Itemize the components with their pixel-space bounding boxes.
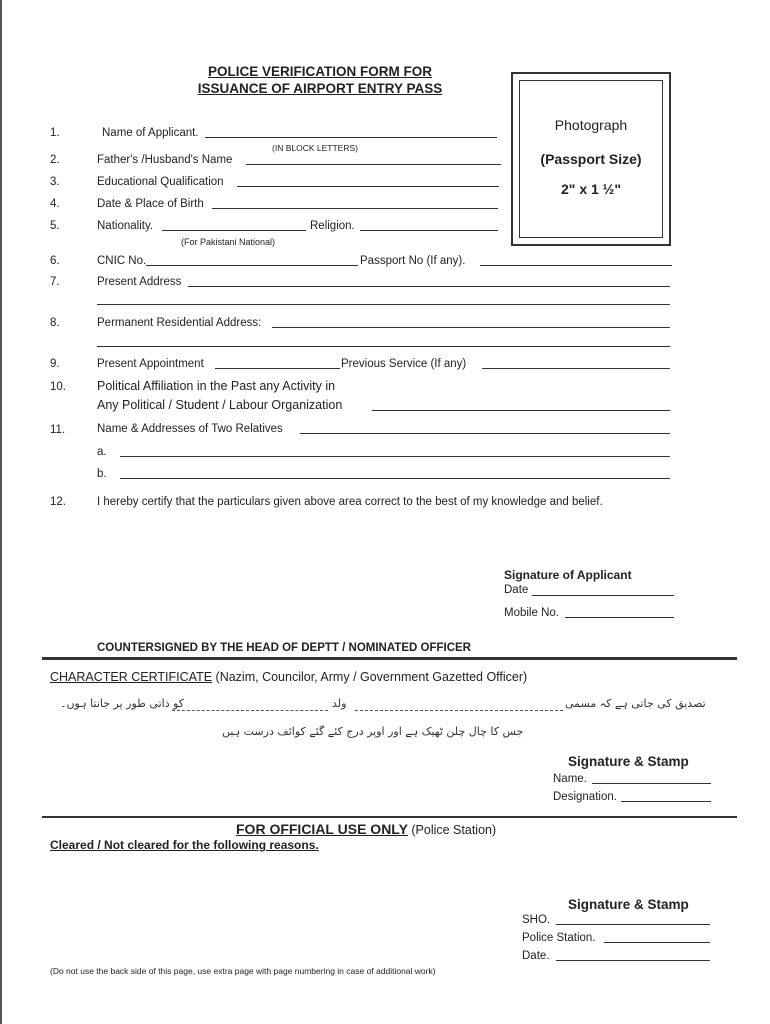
urdu-son-of-text: ولد (332, 697, 347, 710)
present-address-field-2[interactable] (97, 304, 670, 305)
form-title-line1: POLICE VERIFICATION FORM FOR (208, 64, 432, 79)
item-number-3: 3. (50, 176, 60, 188)
item-number-11: 11. (50, 424, 66, 436)
present-appointment-label: Present Appointment (97, 358, 204, 370)
cnic-label: CNIC No. (97, 255, 147, 267)
item-number-1: 1. (50, 127, 60, 139)
present-appointment-field[interactable] (215, 368, 340, 369)
form-title-line2: ISSUANCE OF AIRPORT ENTRY PASS (197, 81, 443, 96)
official-use-line (236, 821, 496, 839)
relatives-label: Name & Addresses of Two Relatives (97, 423, 283, 435)
page-edge (0, 0, 2, 1024)
official-use-sub: (Police Station) (407, 823, 497, 837)
relative-b-label: b. (97, 468, 107, 480)
permanent-address-field-1[interactable] (272, 327, 670, 328)
sho-label: SHO. (522, 914, 551, 926)
father-name-label: Father's /Husband's Name (97, 154, 233, 166)
character-certificate-heading: CHARACTER CERTIFICATE (50, 670, 213, 684)
character-name-label: Name. (553, 773, 587, 785)
urdu-character-good-text: جس کا چال چلن ٹھیک ہے اور اوپر درج کئے گئے کوائف درست ہیں (222, 725, 524, 738)
character-signature-title: Signature & Stamp (568, 754, 689, 769)
dob-label: Date & Place of Birth (97, 198, 204, 210)
urdu-certify-text: تصدیق کی جاتی ہے کہ مسمی (565, 697, 706, 710)
political-affiliation-label-2: Any Political / Student / Labour Organization (97, 398, 343, 412)
father-name-field[interactable] (246, 164, 501, 165)
item-number-2: 2. (50, 154, 60, 166)
education-label: Educational Qualification (97, 176, 224, 188)
character-signer-name-field[interactable] (592, 783, 711, 784)
photograph-dimensions: 2" x 1 ½" (561, 181, 621, 197)
applicant-mobile-label: Mobile No. (504, 607, 559, 619)
section-divider-1 (42, 657, 737, 660)
character-designation-field[interactable] (621, 801, 711, 802)
applicant-date-field[interactable] (532, 595, 674, 596)
previous-service-label: Previous Service (If any) (341, 358, 467, 370)
photograph-box-inner (519, 80, 663, 238)
name-label: Name of Applicant. (102, 127, 199, 139)
item-number-8: 8. (50, 317, 60, 329)
character-certificate-sub: (Nazim, Councilor, Army / Government Gazetted Officer) (212, 670, 528, 684)
pakistani-national-note: (For Pakistani National) (181, 237, 276, 247)
sho-field[interactable] (556, 924, 710, 925)
certification-statement: I hereby certify that the particulars given above area correct to the best of my knowledge and belief. (97, 496, 603, 508)
nationality-label: Nationality. (97, 220, 154, 232)
dob-field[interactable] (212, 208, 498, 209)
section-divider-2 (42, 816, 737, 818)
nationality-field[interactable] (162, 230, 306, 231)
official-date-field[interactable] (556, 960, 710, 961)
permanent-address-label: Permanent Residential Address: (97, 317, 262, 329)
footer-note: (Do not use the back side of this page, use extra page with page numbering in case of additional work) (50, 966, 436, 976)
name-field[interactable] (205, 137, 497, 138)
photograph-label: Photograph (554, 117, 628, 133)
applicant-mobile-field[interactable] (565, 617, 674, 618)
official-use-heading: FOR OFFICIAL USE ONLY (236, 821, 408, 837)
present-address-label: Present Address (97, 276, 182, 288)
item-number-10: 10. (50, 381, 66, 393)
cnic-field[interactable] (146, 265, 358, 266)
item-number-9: 9. (50, 358, 60, 370)
character-name-field[interactable] (355, 710, 563, 711)
relatives-field[interactable] (300, 433, 670, 434)
character-father-field[interactable] (172, 710, 328, 711)
police-station-label: Police Station. (522, 932, 596, 944)
character-certificate-line (50, 670, 527, 684)
relative-a-label: a. (97, 446, 107, 458)
urdu-personally-know-text: کو ذاتی طور پر جانتا ہوں۔ (60, 697, 185, 710)
religion-label: Religion. (310, 220, 355, 232)
character-designation-label: Designation. (553, 791, 617, 803)
present-address-field-1[interactable] (188, 286, 670, 287)
applicant-date-label: Date (504, 584, 529, 596)
political-affiliation-label-1: Political Affiliation in the Past any Activity in (97, 379, 336, 393)
passport-field[interactable] (480, 265, 672, 266)
education-field[interactable] (237, 186, 499, 187)
political-affiliation-field[interactable] (372, 410, 670, 411)
item-number-5: 5. (50, 220, 60, 232)
official-date-label: Date. (522, 950, 550, 962)
item-number-12: 12. (50, 496, 66, 508)
relative-b-field[interactable] (120, 478, 670, 479)
official-signature-title: Signature & Stamp (568, 897, 689, 912)
item-number-6: 6. (50, 255, 60, 267)
permanent-address-field-2[interactable] (97, 346, 670, 347)
item-number-4: 4. (50, 198, 60, 210)
countersigned-heading: COUNTERSIGNED BY THE HEAD OF DEPTT / NOMINATED OFFICER (97, 642, 471, 654)
applicant-signature-title: Signature of Applicant (504, 568, 632, 582)
photograph-box[interactable] (511, 72, 671, 246)
photograph-size: (Passport Size) (540, 151, 642, 167)
cleared-reasons-heading: Cleared / Not cleared for the following reasons. (50, 838, 319, 852)
religion-field[interactable] (360, 230, 498, 231)
relative-a-field[interactable] (120, 456, 670, 457)
block-letters-note: (IN BLOCK LETTERS) (272, 143, 358, 153)
police-station-field[interactable] (604, 942, 710, 943)
item-number-7: 7. (50, 276, 60, 288)
previous-service-field[interactable] (482, 368, 670, 369)
passport-label: Passport No (If any). (360, 255, 466, 267)
